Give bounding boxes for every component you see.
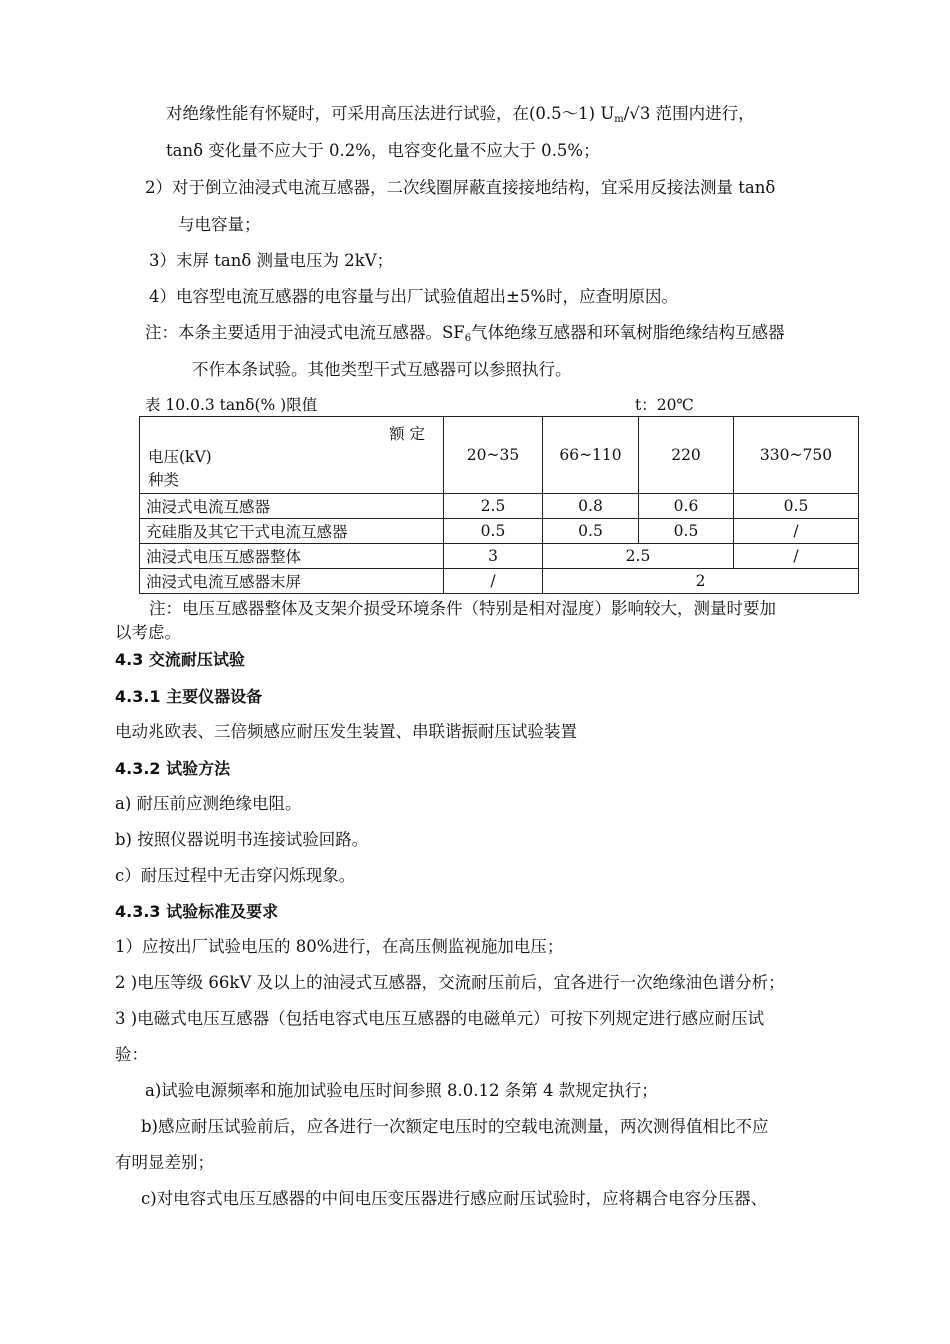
section-heading-4-3: 4.3 交流耐压试验 xyxy=(115,650,245,669)
item-4: 4）电容型电流互感器的电容量与出厂试验值超出±5%时，应查明原因。 xyxy=(149,287,678,306)
col-header: 20~35 xyxy=(444,417,543,494)
table-temperature: t：20℃ xyxy=(635,396,694,414)
section-heading-4-3-1: 4.3.1 主要仪器设备 xyxy=(115,687,263,706)
standard-subitem-b-line-1: b)感应耐压试验前后，应各进行一次额定电压时的空载电流测量，两次测得值相比不应 xyxy=(141,1117,769,1136)
method-item-a: a) 耐压前应测绝缘电阻。 xyxy=(115,794,302,813)
para-line-2: tanδ 变化量不应大于 0.2%，电容变化量不应大于 0.5%； xyxy=(166,141,600,160)
table-row: 油浸式电压互感器整体 3 2.5 / xyxy=(140,544,859,569)
table-row: 油浸式电流互感器 2.5 0.8 0.6 0.5 xyxy=(140,494,859,519)
col-header: 220 xyxy=(639,417,734,494)
table-row: 油浸式电流互感器末屏 / 2 xyxy=(140,569,859,594)
standard-item-3-line-1: 3 )电磁式电压互感器（包括电容式电压互感器的电磁单元）可按下列规定进行感应耐压试 xyxy=(115,1009,765,1028)
item-2-line-1: 2）对于倒立油浸式电流互感器，二次线圈屏蔽直接接地结构，宜采用反接法测量 tanδ xyxy=(145,178,776,197)
note-2-line-1: 注：电压互感器整体及支架介损受环境条件（特别是相对湿度）影响较大，测量时要加 xyxy=(149,599,776,618)
method-item-b: b) 按照仪器说明书连接试验回路。 xyxy=(115,830,369,849)
header-diagonal-cell: 额 定 电压(kV) 种类 xyxy=(140,417,444,494)
table-caption: 表 10.0.3 tanδ(% )限值 xyxy=(145,396,318,414)
note-1-line-2: 不作本条试验。其他类型干式互感器可以参照执行。 xyxy=(192,360,572,379)
table-row: 充硅脂及其它干式电流互感器 0.5 0.5 0.5 / xyxy=(140,519,859,544)
section-heading-4-3-2: 4.3.2 试验方法 xyxy=(115,759,231,778)
note-1-line-1: 注：本条主要适用于油浸式电流互感器。$SF_6$气体绝缘互感器和环氧树脂绝缘结构互感器 xyxy=(145,323,785,344)
equipment-list: 电动兆欧表、三倍频感应耐压发生装置、串联谐振耐压试验装置 xyxy=(115,722,577,741)
standard-subitem-a: a)试验电源频率和施加试验电压时间参照 8.0.12 条第 4 款规定执行； xyxy=(145,1081,658,1100)
standard-item-1: 1）应按出厂试验电压的 80%进行，在高压侧监视施加电压； xyxy=(115,937,564,956)
tan-delta-limits-table xyxy=(139,416,859,594)
col-header: 330~750 xyxy=(734,417,859,494)
method-item-c: c）耐压过程中无击穿闪烁现象。 xyxy=(115,866,356,885)
table-header-row xyxy=(140,417,859,494)
item-3: 3）末屏 tanδ 测量电压为 2kV； xyxy=(149,251,394,270)
standard-item-3-line-2: 验： xyxy=(115,1045,148,1064)
para-line-1: 对绝缘性能有怀疑时，可采用高压法进行试验，在(0.5～1) $U_m/√3$ 范围内进行， xyxy=(166,104,755,125)
standard-subitem-c: c)对电容式电压互感器的中间电压变压器进行感应耐压试验时，应将耦合电容分压器、 xyxy=(141,1189,768,1208)
col-header: 66~110 xyxy=(543,417,639,494)
section-heading-4-3-3: 4.3.3 试验标准及要求 xyxy=(115,902,279,921)
standard-subitem-b-line-2: 有明显差别； xyxy=(115,1153,214,1172)
item-2-line-2: 与电容量； xyxy=(178,215,261,234)
standard-item-2: 2 )电压等级 66kV 及以上的油浸式互感器，交流耐压前后，宜各进行一次绝缘油色谱分析； xyxy=(115,973,785,992)
note-2-line-2: 以考虑。 xyxy=(115,623,181,642)
